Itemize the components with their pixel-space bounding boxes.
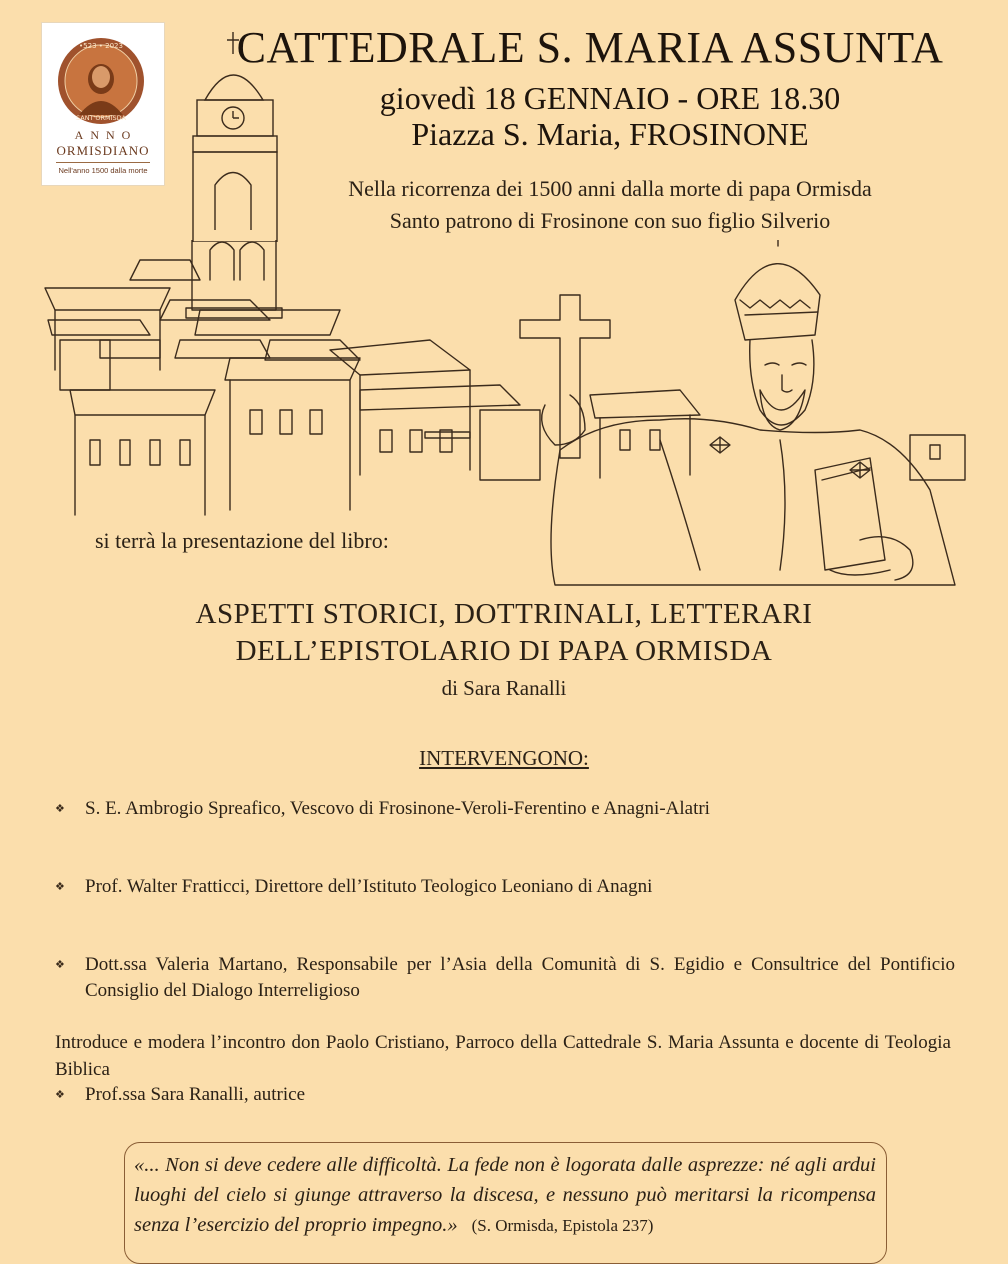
quote-source: (S. Ormisda, Epistola 237)	[471, 1216, 654, 1235]
quote-text: «... Non si deve cedere alle difficoltà. La fede non è logorata dalle asprezze: né agli ardui luoghi del cielo si giunge attraverso la discesa, e nessuno può meritarsi la ricompensa senza l’esercizio del proprio impegno.»	[134, 1154, 876, 1236]
diamond-bullet-icon: ❖	[55, 959, 65, 971]
speaker-item	[55, 1082, 955, 1108]
diamond-bullet-icon: ❖	[55, 803, 65, 815]
speaker-item	[55, 874, 955, 900]
event-date: giovedì 18 GENNAIO - ORE 18.30	[379, 80, 841, 116]
bell-tower-top-sketch	[185, 30, 285, 242]
speaker-text: S. E. Ambrogio Spreafico, Vescovo di Frosinone-Veroli-Ferentino e Anagni-Alatri	[85, 798, 710, 819]
diamond-bullet-icon: ❖	[55, 1089, 65, 1101]
presentation-intro: si terrà la presentazione del libro:	[95, 528, 389, 553]
logo-divider	[56, 162, 150, 163]
logo-anno-text: ANNO	[74, 128, 138, 142]
page-title: CATTEDRALE S. MARIA ASSUNTA	[236, 23, 944, 72]
book-title-line-1: ASPETTI STORICI, DOTTRINALI, LETTERARI	[195, 598, 813, 630]
moderator-text: Introduce e modera l’incontro don Paolo Cristiano, Parroco della Cattedrale S. Maria Assunta e docente di Teologia Biblica	[55, 1032, 951, 1080]
medal-portrait-icon	[57, 37, 145, 125]
occasion-line-1: Nella ricorrenza dei 1500 anni dalla morte di papa Ormisda	[348, 176, 872, 201]
anno-ormisdiano-logo	[42, 23, 164, 185]
speaker-text: Dott.ssa Valeria Martano, Responsabile per l’Asia della Comunità di S. Egidio e Consultrice del Pontificio Consiglio del Dialogo Interreligioso	[85, 954, 955, 1001]
diamond-bullet-icon: ❖	[55, 881, 65, 893]
quote	[134, 1150, 876, 1241]
bell-tower-sketch	[186, 240, 282, 318]
svg-text:SANT'ORMISDA: SANT'ORMISDA	[76, 114, 126, 122]
logo-ormisdiano-text: ORMISDIANO	[56, 143, 150, 158]
speaker-text: Prof.ssa Sara Ranalli, autrice	[85, 1084, 306, 1105]
speaker-item	[55, 952, 955, 1004]
occasion-line-2: Santo patrono di Frosinone con suo figlio Silverio	[389, 208, 831, 233]
svg-text:•523 • 2023: •523 • 2023	[79, 42, 123, 50]
event-place: Piazza S. Maria, FROSINONE	[411, 116, 809, 152]
houses-sketch	[45, 260, 965, 515]
speaker-item	[55, 796, 955, 822]
book-author: di Sara Ranalli	[441, 676, 567, 700]
book-title-line-2: DELL’EPISTOLARIO DI PAPA ORMISDA	[235, 635, 773, 667]
speaker-text: Prof. Walter Fratticci, Direttore dell’Istituto Teologico Leoniano di Anagni	[85, 876, 653, 897]
logo-subtitle: Nell'anno 1500 dalla morte	[58, 166, 148, 175]
speakers-heading: INTERVENGONO:	[419, 746, 589, 770]
pope-ormisda-sketch	[520, 240, 955, 585]
